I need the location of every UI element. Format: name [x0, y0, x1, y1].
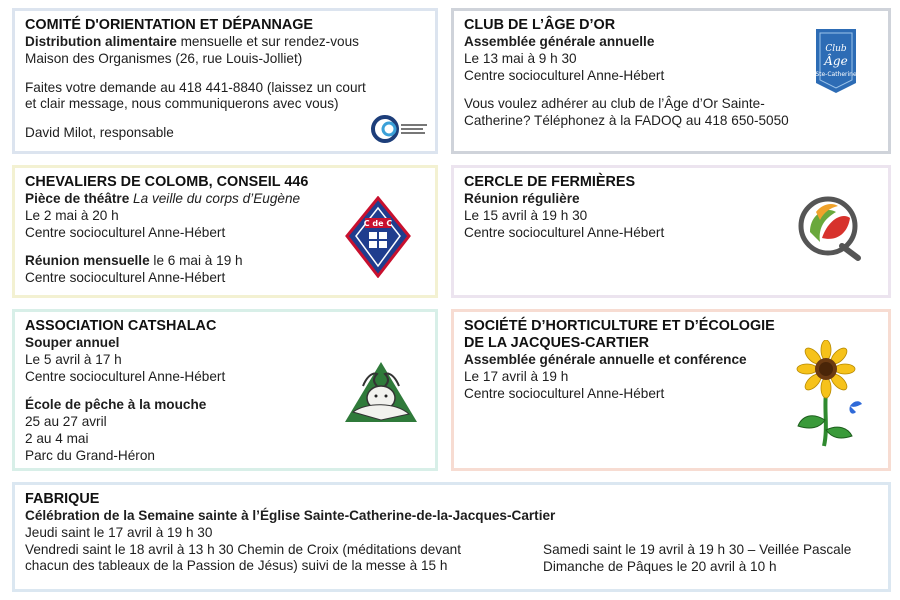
- card-text: Centre socioculturel Anne-Hébert: [25, 224, 226, 240]
- card-text: Le 15 avril à 19 h 30: [464, 207, 588, 223]
- chevaliers-card: [12, 165, 438, 298]
- horticulture-card: [451, 309, 891, 471]
- cercle-fermieres-card: [451, 165, 891, 298]
- card-title: CHEVALIERS DE COLOMB, CONSEIL 446: [25, 174, 309, 190]
- card-title: CLUB DE L’ÂGE D’OR: [464, 17, 616, 33]
- card-text: David Milot, responsable: [25, 125, 174, 141]
- card-text: chacun des tableaux de la Passion de Jésus) suivi de la messe à 15 h: [25, 558, 448, 574]
- card-bold-label: Distribution alimentaire: [25, 34, 177, 49]
- fabrique-right-column: [543, 542, 851, 576]
- cod-logo: [371, 113, 431, 147]
- card-title: CERCLE DE FERMIÈRES: [464, 174, 636, 190]
- comite-card: [12, 8, 438, 154]
- catshalac-logo: [343, 356, 419, 426]
- card-bold-label: Réunion mensuelle: [25, 253, 150, 269]
- card-text: Le 17 avril à 19 h: [464, 368, 569, 384]
- card-title: SOCIÉTÉ D’HORTICULTURE ET D’ÉCOLOGIE: [464, 318, 775, 334]
- club-age-dor-card: [451, 8, 891, 154]
- card-text: Maison des Organismes (26, rue Louis-Jolliet): [25, 50, 303, 66]
- svg-text:Ste-Catherine: Ste-Catherine: [815, 71, 857, 78]
- card-text: 2 au 4 mai: [25, 430, 89, 446]
- card-text: Le 2 mai à 20 h: [25, 207, 119, 223]
- card-title: ASSOCIATION CATSHALAC: [25, 318, 217, 334]
- card-text: Le 13 mai à 9 h 30: [464, 50, 577, 66]
- card-text: Centre socioculturel Anne-Hébert: [464, 67, 665, 83]
- age-dor-badge: [814, 27, 858, 95]
- svg-text:Âge: Âge: [824, 54, 848, 68]
- svg-text:C de C: C de C: [363, 219, 393, 228]
- card-text: Faites votre demande au 418 441-8840 (laissez un court: [25, 79, 366, 95]
- card-bold-label: Célébration de la Semaine sainte à l’Église Sainte-Catherine-de-la-Jacques-Cartier: [25, 508, 556, 523]
- card-bold-label: École de pêche à la mouche: [25, 397, 207, 413]
- card-text: Centre socioculturel Anne-Hébert: [464, 385, 665, 401]
- sunflower-icon: [794, 340, 864, 448]
- card-text: 25 au 27 avril: [25, 414, 107, 430]
- card-title-line2: DE LA JACQUES-CARTIER: [464, 335, 649, 351]
- svg-text:Club: Club: [825, 44, 847, 54]
- card-text: Vous voulez adhérer au club de l’Âge d’Or Sainte-: [464, 96, 765, 112]
- card-title: FABRIQUE: [25, 491, 100, 507]
- card-text: Vendredi saint le 18 avril à 13 h 30 Chemin de Croix (méditations devant: [25, 541, 462, 557]
- fermieres-logo: [796, 192, 864, 262]
- knights-emblem: [345, 196, 411, 278]
- card-text: Dimanche de Pâques le 20 avril à 10 h: [543, 558, 777, 574]
- catshalac-card: [12, 309, 438, 471]
- card-text: Le 5 avril à 17 h: [25, 351, 122, 367]
- card-text: Samedi saint le 19 avril à 19 h 30 – Veillée Pascale: [543, 542, 852, 557]
- card-text: Centre socioculturel Anne-Hébert: [25, 270, 226, 286]
- card-bold-label: Pièce de théâtre: [25, 191, 134, 206]
- card-text: Centre socioculturel Anne-Hébert: [25, 368, 226, 384]
- card-text: le 6 mai à 19 h: [149, 253, 243, 269]
- card-text: Catherine? Téléphonez à la FADOQ au 418 650-5050: [464, 113, 789, 129]
- card-text: mensuelle et sur rendez-vous: [176, 34, 359, 49]
- card-title: COMITÉ D'ORIENTATION ET DÉPANNAGE: [25, 17, 314, 33]
- fabrique-card: [12, 482, 891, 592]
- card-bold-label: Assemblée générale annuelle et conférence: [464, 352, 747, 367]
- card-bold-label: Réunion régulière: [464, 191, 580, 206]
- card-text: Parc du Grand-Héron: [25, 447, 155, 463]
- card-bold-label: Souper annuel: [25, 335, 120, 350]
- card-text: Jeudi saint le 17 avril à 19 h 30: [25, 524, 213, 540]
- card-bold-label: Assemblée générale annuelle: [464, 34, 655, 49]
- card-text: Centre socioculturel Anne-Hébert: [464, 224, 665, 240]
- card-text: et clair message, nous communiquerons avec vous): [25, 96, 339, 112]
- play-title: La veille du corps d’Eugène: [133, 191, 301, 206]
